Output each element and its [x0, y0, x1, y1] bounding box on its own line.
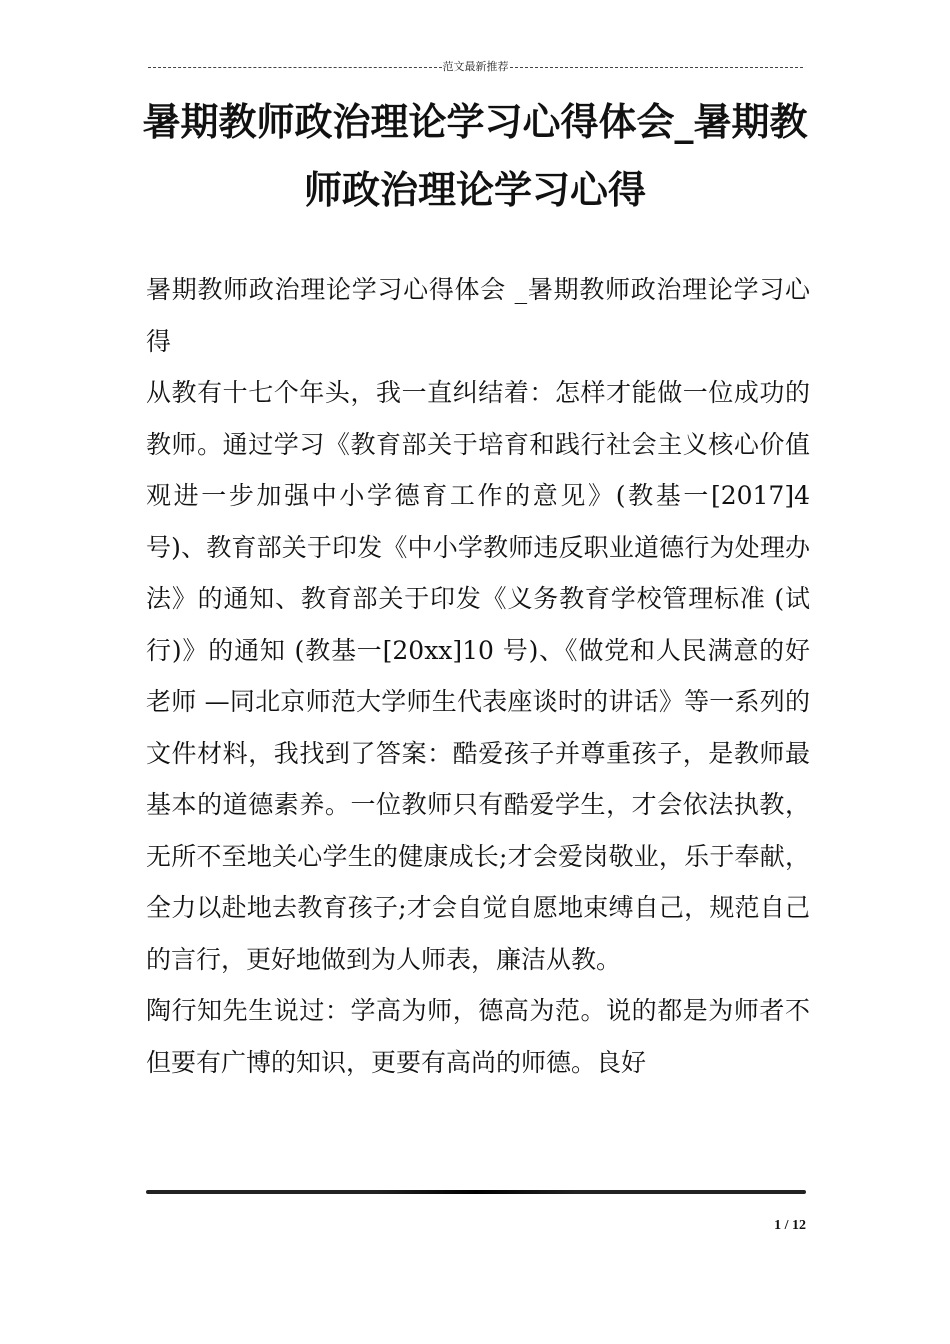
header-dash-left	[148, 67, 442, 68]
document-body	[146, 264, 810, 1088]
paragraph: 暑期教师政治理论学习心得体会 _暑期教师政治理论学习心得	[146, 275, 810, 356]
footer-divider	[146, 1190, 806, 1194]
paragraph: 从教有十七个年头，我一直纠结着：怎样才能做一位成功的教师。通过学习《教育部关于培育和践行社会主义核心价值观进一步加强中小学德育工作的意见》(教基一[2017]4 号)、教育部关于印发《中小学教师违反职业道德行为处理办法》的通知、教育部关于印发《义务教育学校管理标准 (试行)》的通知 (教基一[20xx]10 号)、《做党和人民满意的好老师 —同北京师范大学师生代表座谈时的讲话》等一系列的文件材料，我找到了答案：酷爱孩子并尊重孩子，是教师最基本的道德素养。一位教师只有酷爱学生，才会依法执教，无所不至地关心学生的健康成长;才会爱岗敬业，乐于奉献，全力以赴地去教育孩子;才会自觉自愿地束缚自己，规范自己的言行，更好地做到为人师表，廉洁从教。	[146, 378, 810, 974]
header-label: 范文最新推荐	[442, 60, 509, 73]
header-dash-right	[510, 67, 804, 68]
header-rule	[148, 60, 803, 74]
page-number: 1 / 12	[774, 1218, 806, 1233]
paragraph: 陶行知先生说过：学高为师，德高为范。说的都是为师者不但要有广博的知识，更要有高尚的师德。良好	[146, 996, 810, 1077]
document-title: 暑期教师政治理论学习心得体会_暑期教师政治理论学习心得	[142, 99, 808, 212]
